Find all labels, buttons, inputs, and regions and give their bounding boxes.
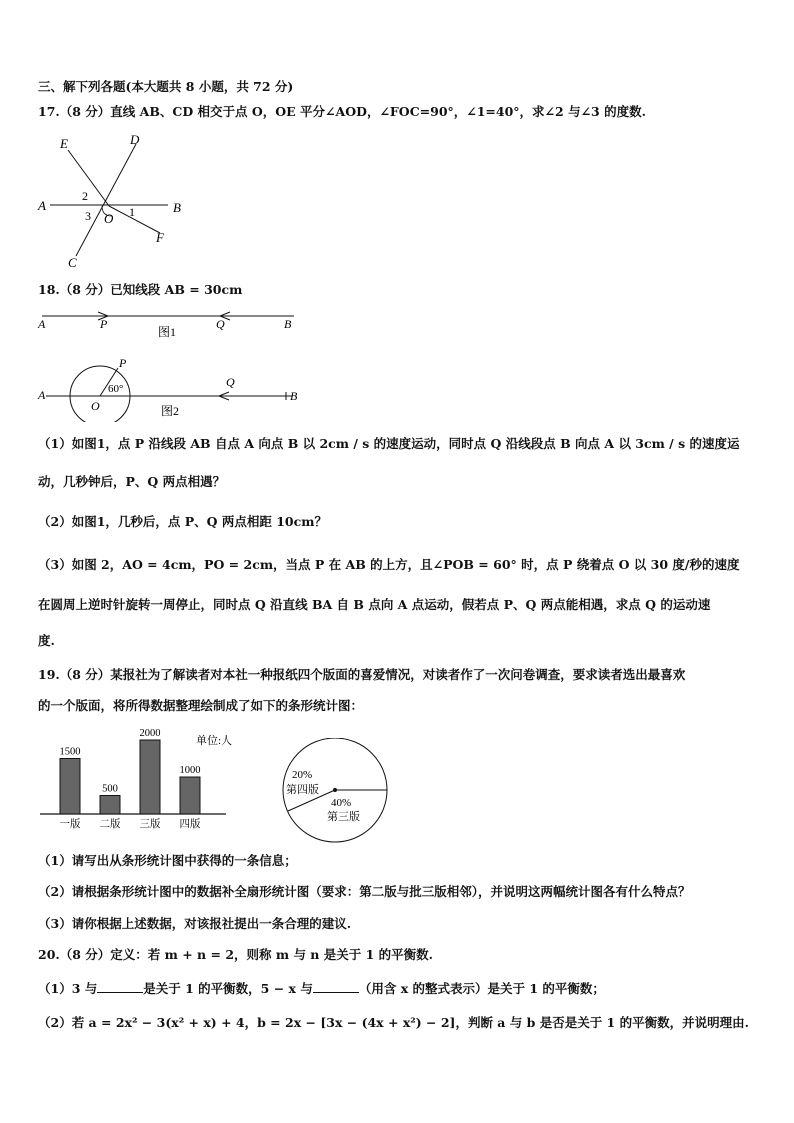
label-angle2: 2 (82, 189, 88, 203)
q18-part3-c: 度. (38, 633, 55, 648)
fig2-label-o: O (91, 399, 100, 413)
q20-stem: 20.（8 分）定义：若 m + n = 2，则称 m 与 n 是关于 1 的平衡数. (38, 947, 433, 962)
q19-stem-b: 的一个版面，将所得数据整理绘制成了如下的条形统计图： (38, 698, 364, 713)
bar-category-label-3: 三版 (139, 819, 161, 830)
fig2-label-b: B (290, 389, 298, 403)
label-angle1: 1 (129, 205, 135, 219)
fig1-label-q: Q (216, 317, 225, 331)
fig2-label-a: A (38, 388, 46, 402)
q20-part1 (38, 980, 605, 997)
fig2-caption: 图2 (161, 404, 180, 418)
bar-category-label-4: 四版 (179, 819, 201, 830)
ray-oe (68, 150, 109, 206)
q20-part1-b: 是关于 1 的平衡数，5 − x 与 (143, 981, 313, 996)
bar-value-label-1: 1500 (59, 746, 81, 758)
section-heading: 三、解下列各题(本大题共 8 小题，共 72 分) (38, 79, 294, 94)
q18-part3-a: （3）如图 2，AO = 4cm，PO = 2cm，当点 P 在 AB 的上方，且∠POB = 60° 时，点 P 绕着点 O 以 30 度/秒的速度 (38, 557, 740, 572)
bar-chart (36, 724, 246, 836)
bar-value-label-2: 500 (102, 783, 118, 795)
q18-part3-b: 在圆周上逆时针旋转一周停止，同时点 Q 沿直线 BA 自 B 点向 A 点运动，假若点 P、Q 两点能相遇，求点 Q 的运动速 (38, 597, 711, 612)
pie-label-4th: 第四版 (286, 784, 319, 796)
label-b: B (173, 200, 181, 215)
bar-value-label-4: 1000 (179, 765, 201, 776)
q19-stem-a: 19.（8 分）某报社为了解读者对本社一种报纸四个版面的喜爱情况，对读者作了一次问卷调查，要求读者选出最喜欢 (38, 667, 686, 682)
bar-3 (140, 740, 160, 814)
label-f: F (156, 230, 164, 245)
q17-angle-figure (36, 130, 186, 270)
q18-figure-1 (36, 306, 306, 342)
q19-part1: （1）请写出从条形统计图中获得的一条信息； (38, 853, 297, 868)
fig1-label-a: A (38, 317, 46, 331)
label-e: E (60, 136, 68, 151)
fig2-label-p: P (119, 356, 127, 370)
answer-blank-2[interactable] (313, 980, 359, 993)
label-c: C (68, 255, 77, 270)
bar-4 (180, 777, 200, 814)
q18-figure-2 (36, 352, 306, 422)
fig2-label-60: 60° (108, 383, 124, 395)
q20-part1-a: （1）3 与 (38, 981, 98, 996)
q18-stem: 18.（8 分）已知线段 AB = 30cm (38, 282, 243, 297)
label-a: A (38, 198, 46, 213)
bar-1 (60, 759, 80, 815)
q20-part2: （2）若 a = 2x² − 3(x² + x) + 4，b = 2x − [3x − (4x + x²) − 2]，判断 a 与 b 是否是关于 1 的平衡数，并说明理由. (38, 1015, 749, 1030)
label-angle3: 3 (85, 209, 91, 223)
pie-label-20: 20% (292, 769, 313, 781)
fig1-label-p: P (100, 317, 108, 331)
q18-part2: （2）如图1，几秒后，点 P、Q 两点相距 10cm？ (38, 514, 327, 529)
label-d: D (130, 132, 140, 147)
pie-label-3rd: 第三版 (327, 811, 360, 823)
bar-value-label-3: 2000 (139, 728, 161, 739)
q17-stem: 17.（8 分）直线 AB、CD 相交于点 O，OE 平分∠AOD，∠FOC=90°，∠1=40°，求∠2 与∠3 的度数. (38, 104, 646, 119)
pie-chart (276, 738, 396, 844)
q19-part2: （2）请根据条形统计图中的数据补全扇形统计图（要求：第二版与批三版相邻），并说明这两幅统计图各有什么特点？ (38, 884, 691, 899)
bar-2 (100, 796, 120, 815)
q19-part3: （3）请你根据上述数据，对该报社提出一条合理的建议. (38, 916, 352, 931)
answer-blank-1[interactable] (97, 980, 143, 993)
label-o: O (104, 211, 114, 226)
q18-part1-a: （1）如图1，点 P 沿线段 AB 自点 A 向点 B 以 2cm / s 的速度运动，同时点 Q 沿线段点 B 向点 A 以 3cm / s 的速度运 (38, 436, 740, 451)
fig1-caption: 图1 (158, 325, 177, 339)
pie-label-40: 40% (331, 797, 352, 809)
fig1-label-b: B (284, 317, 292, 331)
bar-category-label-2: 二版 (99, 819, 121, 830)
bar-category-label-1: 一版 (59, 819, 81, 830)
fig2-label-q: Q (226, 375, 235, 389)
bar-unit-label: 单位:人 (196, 735, 233, 747)
q18-part1-b: 动，几秒钟后，P、Q 两点相遇？ (38, 474, 226, 489)
q20-part1-c: （用含 x 的整式表示）是关于 1 的平衡数； (358, 981, 605, 996)
